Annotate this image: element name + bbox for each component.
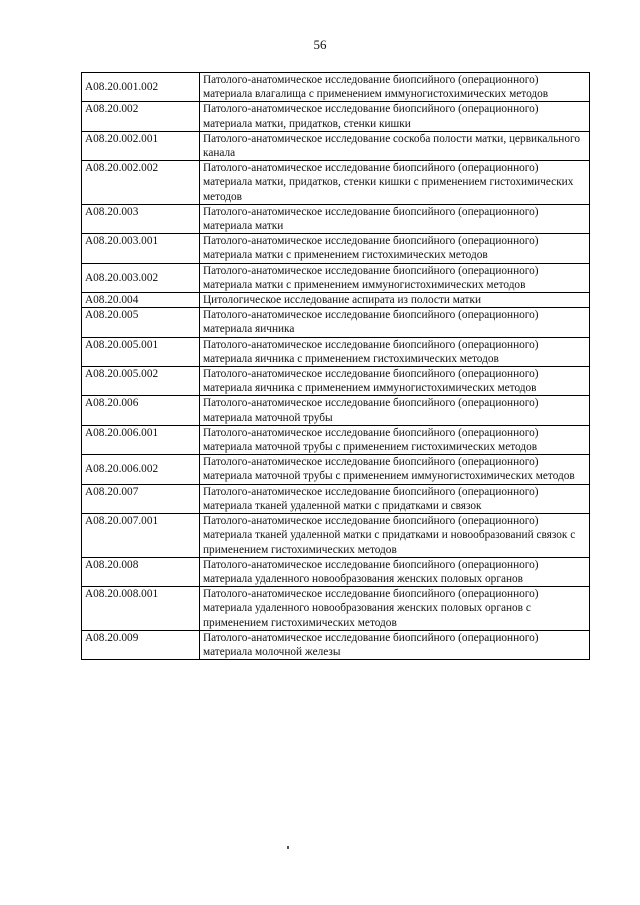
service-code: A08.20.008.001 bbox=[82, 587, 200, 631]
service-description: Патолого-анатомическое исследование биопсийного (операционного) материала яичника с применением гистохимических методов bbox=[200, 337, 590, 366]
service-description: Патолого-анатомическое исследование биопсийного (операционного) материала тканей удаленной матки с придатками и новообразований связок с применением гистохимических методов bbox=[200, 514, 590, 558]
table-row bbox=[82, 367, 590, 396]
table-row bbox=[82, 455, 590, 484]
table-row bbox=[82, 73, 590, 102]
service-code: A08.20.007.001 bbox=[82, 514, 200, 558]
service-code: A08.20.003 bbox=[82, 204, 200, 233]
service-description: Патолого-анатомическое исследование биопсийного (операционного) материала матки с применением гистохимических методов bbox=[200, 234, 590, 263]
table-row bbox=[82, 293, 590, 308]
service-code: A08.20.007 bbox=[82, 484, 200, 513]
service-description: Патолого-анатомическое исследование соскоба полости матки, цервикального канала bbox=[200, 131, 590, 160]
service-code: A08.20.008 bbox=[82, 557, 200, 586]
service-description: Патолого-анатомическое исследование биопсийного (операционного) материала удаленного новообразования женских половых органов с применением гистохимических методов bbox=[200, 587, 590, 631]
service-description: Патолого-анатомическое исследование биопсийного (операционного) материала яичника с применением иммуногистохимических методов bbox=[200, 367, 590, 396]
table-row bbox=[82, 102, 590, 131]
table-row bbox=[82, 587, 590, 631]
service-description: Патолого-анатомическое исследование биопсийного (операционного) материала маточной трубы с применением иммуногистохимических методов bbox=[200, 455, 590, 484]
service-description: Патолого-анатомическое исследование биопсийного (операционного) материала удаленного новообразования женских половых органов bbox=[200, 557, 590, 586]
service-description: Патолого-анатомическое исследование биопсийного (операционного) материала маточной трубы с применением гистохимических методов bbox=[200, 425, 590, 454]
table-row bbox=[82, 161, 590, 205]
service-description: Цитологическое исследование аспирата из полости матки bbox=[200, 293, 590, 308]
service-code: A08.20.006.002 bbox=[82, 455, 200, 484]
service-code: A08.20.005.002 bbox=[82, 367, 200, 396]
table-row bbox=[82, 514, 590, 558]
service-code: A08.20.001.002 bbox=[82, 73, 200, 102]
service-code: A08.20.006.001 bbox=[82, 425, 200, 454]
service-code: A08.20.005 bbox=[82, 308, 200, 337]
service-description: Патолого-анатомическое исследование биопсийного (операционного) материала матки bbox=[200, 204, 590, 233]
service-description: Патолого-анатомическое исследование биопсийного (операционного) материала маточной трубы bbox=[200, 396, 590, 425]
table-row bbox=[82, 557, 590, 586]
page-number: 56 bbox=[313, 37, 327, 52]
table-row bbox=[82, 204, 590, 233]
table-row bbox=[82, 263, 590, 292]
service-description: Патолого-анатомическое исследование биопсийного (операционного) материала влагалища с применением иммуногистохимических методов bbox=[200, 73, 590, 102]
service-code: A08.20.004 bbox=[82, 293, 200, 308]
service-code: A08.20.009 bbox=[82, 630, 200, 659]
table-row bbox=[82, 630, 590, 659]
table-row bbox=[82, 131, 590, 160]
service-code: A08.20.003.002 bbox=[82, 263, 200, 292]
service-description: Патолого-анатомическое исследование биопсийного (операционного) материала матки, придатков, стенки кишки с применением гистохимических методов bbox=[200, 161, 590, 205]
service-description: Патолого-анатомическое исследование биопсийного (операционного) материала матки, придатков, стенки кишки bbox=[200, 102, 590, 131]
table-row bbox=[82, 337, 590, 366]
table-row bbox=[82, 396, 590, 425]
service-code: A08.20.006 bbox=[82, 396, 200, 425]
scan-speck bbox=[287, 846, 289, 849]
table-row bbox=[82, 308, 590, 337]
service-description: Патолого-анатомическое исследование биопсийного (операционного) материала яичника bbox=[200, 308, 590, 337]
service-codes-table bbox=[81, 72, 590, 660]
table-body bbox=[82, 73, 590, 660]
service-code: A08.20.002.001 bbox=[82, 131, 200, 160]
service-code: A08.20.005.001 bbox=[82, 337, 200, 366]
service-description: Патолого-анатомическое исследование биопсийного (операционного) материала тканей удаленной матки с придатками и связок bbox=[200, 484, 590, 513]
service-code: A08.20.002 bbox=[82, 102, 200, 131]
service-code: A08.20.002.002 bbox=[82, 161, 200, 205]
service-description: Патолого-анатомическое исследование биопсийного (операционного) материала матки с применением иммуногистохимических методов bbox=[200, 263, 590, 292]
table-row bbox=[82, 234, 590, 263]
service-description: Патолого-анатомическое исследование биопсийного (операционного) материала молочной железы bbox=[200, 630, 590, 659]
table-row bbox=[82, 425, 590, 454]
service-code: A08.20.003.001 bbox=[82, 234, 200, 263]
table-row bbox=[82, 484, 590, 513]
